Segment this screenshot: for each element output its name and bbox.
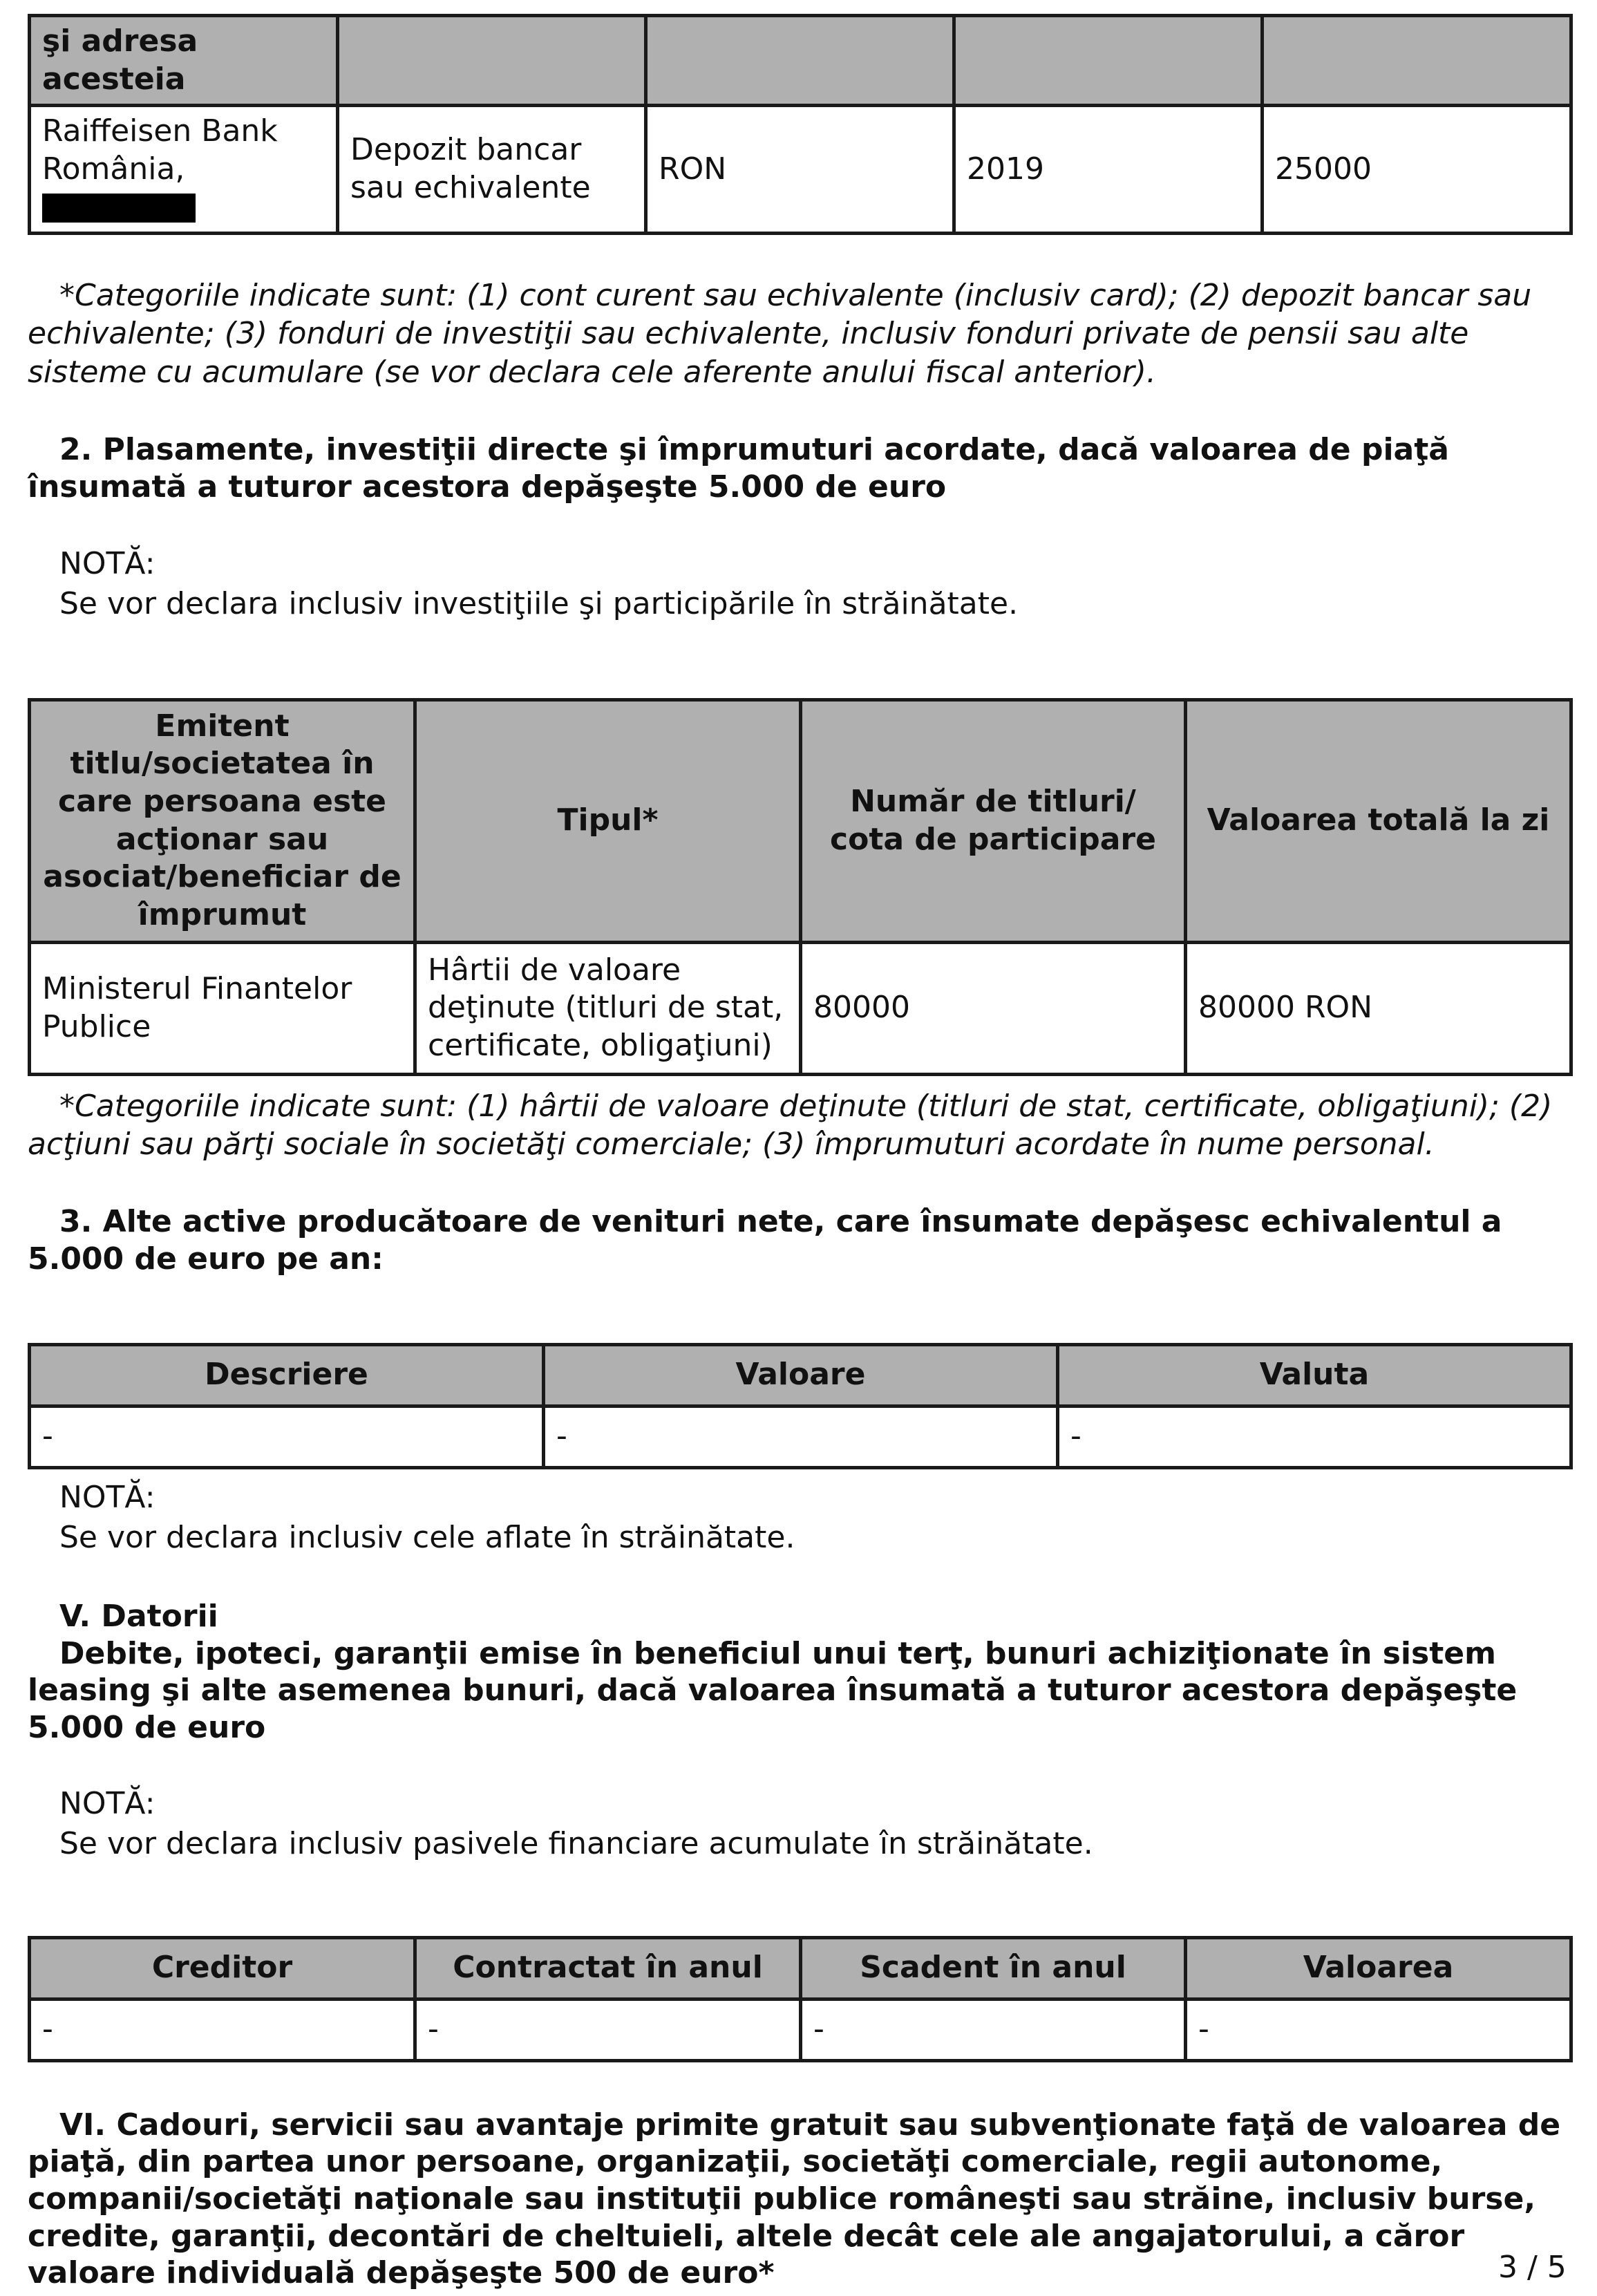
header-cell: Valoarea totală la zi — [1186, 699, 1571, 942]
header-cell: Creditor — [30, 1937, 415, 1999]
currency-cell: RON — [646, 106, 954, 234]
section-6-title: VI. Cadouri, servicii sau avantaje primite gratuit sau subvenţionate faţă de valoarea de piaţă, din partea unor persoane, organizaţii, societăţi comerciale, regii autonome, companii/societăţi naţionale sau instituţii publice româneşti sau străine, inclusiv burse, credite, garanţii, decontări de cheltuieli, altele decât cele ale angajatorului, a căror valoare individuală depăşeşte 500 de euro* — [28, 2107, 1561, 2291]
debts-table — [28, 1936, 1573, 2062]
other-assets-table — [28, 1343, 1573, 1469]
nota-text: Se vor declara inclusiv investiţiile şi participările în străinătate. — [59, 586, 1019, 622]
redaction-bar — [42, 194, 196, 223]
issuer-cell: Ministerul Finantelor Publice — [30, 942, 415, 1074]
bank-name-cell — [30, 106, 338, 234]
investments-table — [28, 698, 1573, 1076]
table-header-row — [30, 1937, 1571, 1999]
table-row — [30, 1406, 1571, 1467]
header-cell — [646, 16, 954, 106]
investments-footnote: *Categoriile indicate sunt: (1) hârtii de valoare deţinute (titluri de stat, certificate, obligaţiuni); (2) acţiuni sau părţi sociale în societăţi comerciale; (3) împrumuturi acordate în nume personal. — [28, 1088, 1553, 1162]
header-cell — [1263, 16, 1571, 106]
header-cell: Emitent titlu/societatea în care persoana este acţionar sau asociat/beneficiar de împrumut — [30, 699, 415, 942]
table-cell: - — [801, 1999, 1186, 2060]
table-cell: - — [30, 1999, 415, 2060]
page-number: 3 / 5 — [1498, 2250, 1567, 2285]
header-cell: Valoare — [544, 1344, 1058, 1406]
table-header-row — [30, 16, 1571, 106]
section-3-title: 3. Alte active producătoare de venituri nete, care însumate depăşesc echivalentul a 5.000 de euro pe an: — [28, 1204, 1502, 1277]
header-cell: Tipul* — [415, 699, 801, 942]
document-page — [28, 14, 1569, 2292]
bank-name-line2: România, — [42, 151, 185, 187]
nota-label: NOTĂ: — [59, 1479, 155, 1515]
bank-categories-note: *Categoriile indicate sunt: (1) cont curent sau echivalente (inclusiv card); (2) depozit bancar sau echivalente; (3) fonduri de investiţii sau echivalente, inclusiv fonduri private de pensii sau alte sisteme cu acumulare (se vor declara cele aferente anului fiscal anterior). — [28, 277, 1532, 390]
table-row — [30, 106, 1571, 234]
section-5-title: V. Datorii — [59, 1598, 218, 1634]
header-cell: Scadent în anul — [801, 1937, 1186, 1999]
header-cell: şi adresa acesteia — [30, 16, 338, 106]
header-cell — [338, 16, 646, 106]
amount-cell: 25000 — [1263, 106, 1571, 234]
header-cell: Valoarea — [1186, 1937, 1571, 1999]
nota-label: NOTĂ: — [59, 546, 155, 582]
table-cell: - — [30, 1406, 544, 1467]
table-header-row — [30, 1344, 1571, 1406]
table-cell: - — [1058, 1406, 1571, 1467]
year-cell: 2019 — [954, 106, 1263, 234]
table-row — [30, 1999, 1571, 2060]
table-row — [30, 942, 1571, 1074]
header-cell: Număr de titluri/ cota de participare — [801, 699, 1186, 942]
table-cell: - — [415, 1999, 801, 2060]
table-cell: - — [1186, 1999, 1571, 2060]
bank-accounts-table — [28, 14, 1573, 235]
table-cell: - — [544, 1406, 1058, 1467]
nota-label: NOTĂ: — [59, 1785, 155, 1821]
bank-name-line1: Raiffeisen Bank — [42, 113, 278, 149]
count-cell: 80000 — [801, 942, 1186, 1074]
header-cell — [954, 16, 1263, 106]
section-5-subtitle: Debite, ipoteci, garanţii emise în beneficiul unui terţ, bunuri achiziţionate în sistem leasing şi alte asemenea bunuri, dacă valoarea însumată a tuturor acestora depăşeşte 5.000 de euro — [28, 1635, 1518, 1745]
table-header-row — [30, 699, 1571, 942]
header-cell: Descriere — [30, 1344, 544, 1406]
type-cell: Hârtii de valoare deţinute (titluri de stat, certificate, obligaţiuni) — [415, 942, 801, 1074]
header-cell: Valuta — [1058, 1344, 1571, 1406]
account-category-cell: Depozit bancar sau echivalente — [338, 106, 646, 234]
value-cell: 80000 RON — [1186, 942, 1571, 1074]
header-cell: Contractat în anul — [415, 1937, 801, 1999]
nota-text: Se vor declara inclusiv cele aflate în străinătate. — [59, 1519, 795, 1555]
nota-text: Se vor declara inclusiv pasivele financiare acumulate în străinătate. — [59, 1825, 1093, 1861]
section-2-title: 2. Plasamente, investiţii directe şi împrumuturi acordate, dacă valoarea de piaţă însumată a tuturor acestora depăşeşte 5.000 de euro — [28, 432, 1449, 505]
